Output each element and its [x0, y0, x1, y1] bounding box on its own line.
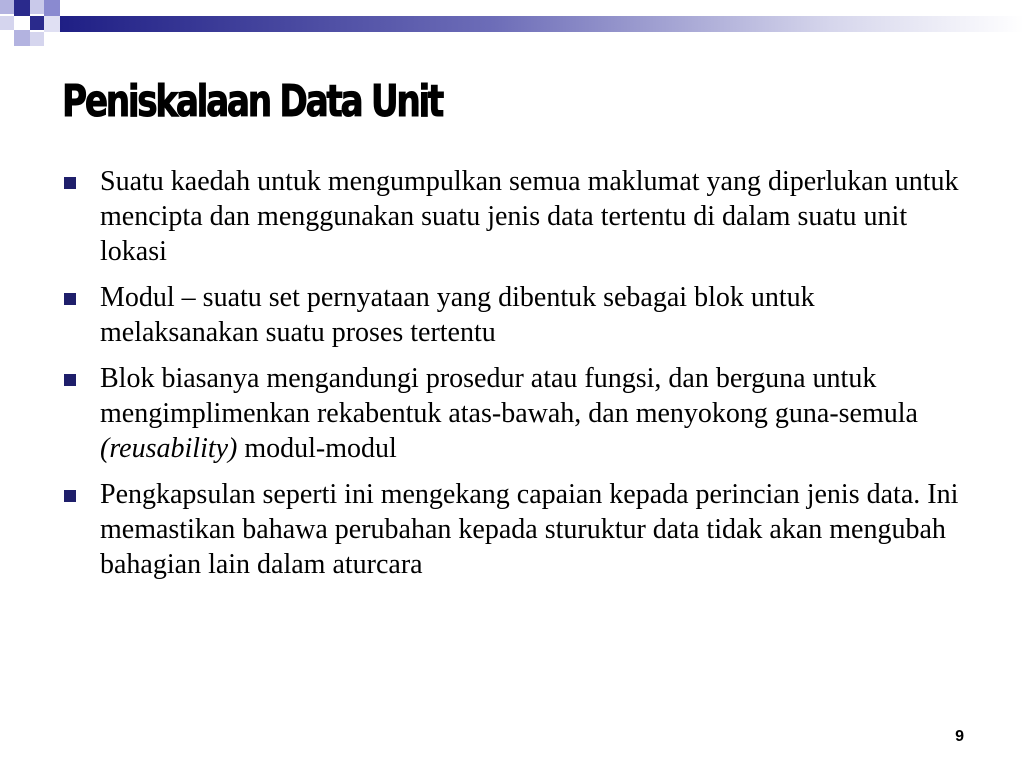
decor-square: [30, 32, 44, 46]
slide-title: Peniskalaan Data Unit: [62, 76, 442, 127]
page-number: 9: [955, 728, 964, 745]
square-bullet-icon: [64, 490, 76, 502]
square-bullet-icon: [64, 293, 76, 305]
decor-square: [30, 0, 44, 14]
bullet-text: Suatu kaedah untuk mengumpulkan semua maklumat yang diperlukan untuk mencipta dan menggunakan suatu jenis data tertentu di dalam suatu unit lokasi: [100, 166, 959, 267]
decor-square: [14, 0, 30, 16]
decorative-squares: [0, 0, 80, 64]
bullet-item: [62, 477, 972, 582]
decor-square: [0, 16, 14, 30]
header-gradient-bar: [60, 16, 1024, 32]
bullet-item: [62, 280, 972, 350]
bullet-item: [62, 164, 972, 269]
decor-square: [44, 0, 60, 16]
square-bullet-icon: [64, 177, 76, 189]
bullet-list: [62, 164, 972, 593]
bullet-text-start: Blok biasanya mengandungi prosedur atau fungsi, dan berguna untuk mengimplimenkan rekabentuk atas-bawah, dan menyokong guna-semula: [100, 363, 918, 429]
bullet-item: [62, 361, 972, 466]
bullet-text-italic: (reusability): [100, 433, 238, 464]
bullet-text: Pengkapsulan seperti ini mengekang capaian kepada perincian jenis data. Ini memastikan bahawa perubahan kepada sturuktur data tidak akan mengubah bahagian lain dalam aturcara: [100, 479, 959, 580]
decor-square: [0, 0, 14, 14]
decor-square: [30, 16, 44, 30]
square-bullet-icon: [64, 374, 76, 386]
decor-square: [44, 16, 60, 32]
bullet-text: Modul – suatu set pernyataan yang dibentuk sebagai blok untuk melaksanakan suatu proses tertentu: [100, 282, 815, 348]
bullet-text: [100, 363, 918, 464]
decor-square: [14, 30, 30, 46]
bullet-text-end: modul-modul: [237, 433, 397, 464]
